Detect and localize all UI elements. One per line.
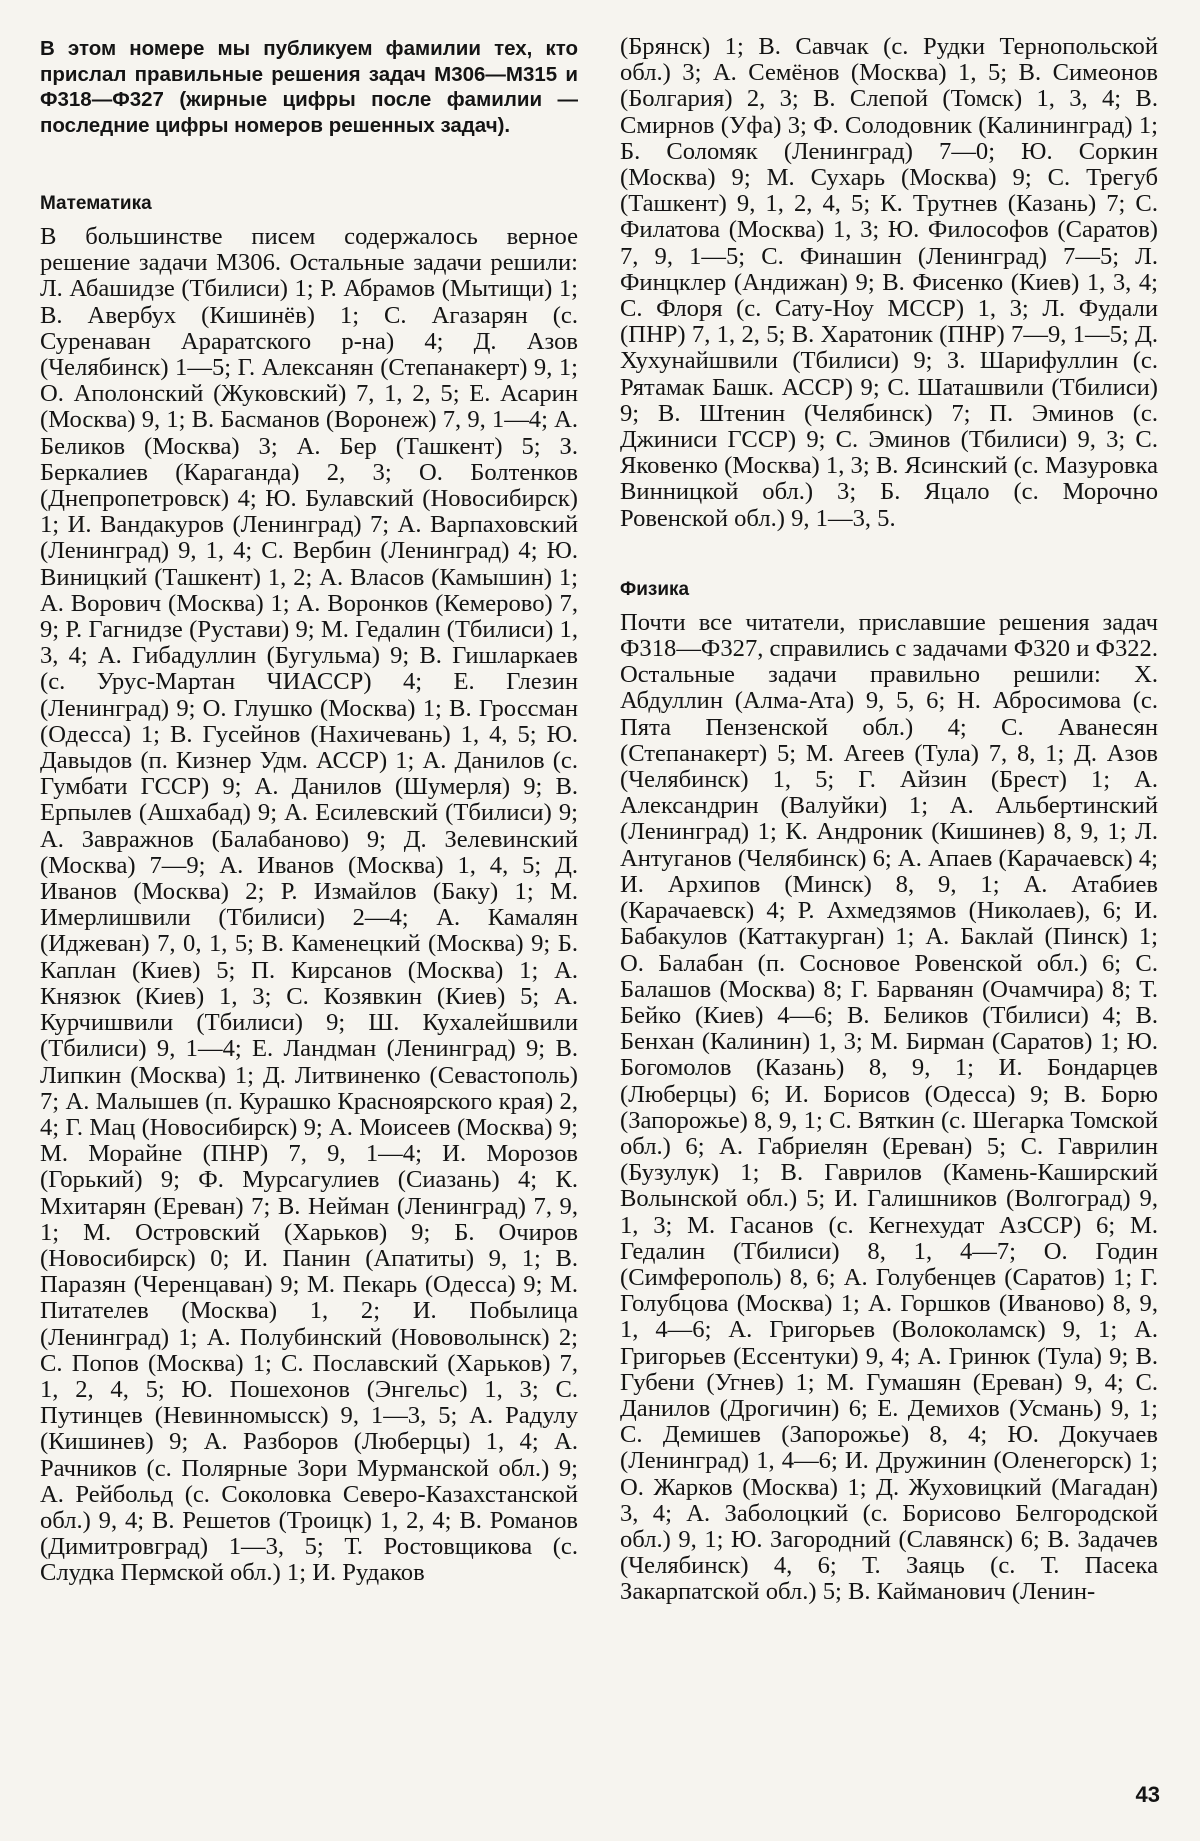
page-number: 43 (1135, 1782, 1160, 1807)
physics-solvers-text: Почти все читатели, приславшие решения задач Ф318—Ф327, справились с задачами Ф320 и Ф322. Остальные задачи правильно решили: Х. Абдуллин (Алма-Ата) 9, 5, 6; Н. Абросимова (с. Пята Пензенской обл.) 4; С. Аванесян (Степанакерт) 5; М. Агеев (Тула) 7, 8, 1; Д. Азов (Челябинск) 1, 5; Г. Айзин (Брест) 1; А. Александрин (Валуйки) 1; А. Альбертинский (Ленинград) 1; К. Андроник (Кишинев) 8, 9, 1; Л. Антуганов (Челябинск) 6; А. Апаев (Карачаевск) 4; И. Архипов (Минск) 8, 9, 1; А. Атабиев (Карачаевск) 4; Р. Ахмедзямов (Николаев), 6; И. Бабакулов (Каттакурган) 1; А. Баклай (Пинск) 1; О. Балабан (п. Сосновое Ровенской обл.) 6; С. Балашов (Москва) 8; Г. Барванян (Очамчира) 8; Т. Бейко (Киев) 4—6; В. Беликов (Тбилиси) 4; В. Бенхан (Калинин) 1, 3; М. Бирман (Саратов) 1; Ю. Богомолов (Казань) 8, 9, 1; И. Бондарцев (Люберцы) 6; И. Борисов (Одесса) 9; В. Борю (Запорожье) 8, 9, 1; С. Вяткин (с. Шегарка Томской обл.) 6; А. Габриелян (Ереван) 5; С. Гаврилин (Бузулук) 1; В. Гаврилов (Камень-Каширский Волынской обл.) 5; И. Галишников (Волгоград) 9, 1, 3; М. Гасанов (с. Кегнехудат АзССР) 6; М. Гедалин (Тбилиси) 8, 1, 4—7; О. Годин (Симферополь) 8, 6; А. Голубенцев (Саратов) 1; Г. Голубцова (Москва) 1; А. Горшков (Иваново) 8, 9, 1, 4—6; А. Григорьев (Волоколамск) 9, 1; А. Григорьев (Ессентуки) 9, 4; А. Гринюк (Тула) 9; В. Губени (Угнев) 1; М. Гумашян (Ереван) 9, 4; С. Данилов (Дрогичин) 6; Е. Демихов (Усмань) 9, 1; С. Демишев (Запорожье) 8, 4; Ю. Докучаев (Ленинград) 1, 4—6; И. Дружинин (Оленегорск) 1; О. Жарков (Москва) 1; Д. Жуховицкий (Магадан) 3, 4; А. Заболоцкий (с. Борисово Белгородской обл.) 9, 1; Ю. Загородний (Славянск) 6; В. Задачев (Челябинск) 4, 6; Т. Заяць (с. Т. Пасека Закарпатской обл.) 5; В. Кайманович (Ленин- (620, 608, 1158, 1606)
math-solvers-part-2: (Брянск) 1; В. Савчак (с. Рудки Тернопольской обл.) 3; А. Семёнов (Москва) 1, 5; В. Симеонов (Болгария) 2, 3; В. Слепой (Томск) 1, 3, 4; В. Смирнов (Уфа) 3; Ф. Солодовник (Калининград) 1; Б. Соломяк (Ленинград) 7—0; Ю. Соркин (Москва) 9; М. Сухарь (Москва) 9; С. Трегуб (Ташкент) 9, 1, 2, 4, 5; К. Трутнев (Казань) 7; С. Филатова (Москва) 1, 3; Ю. Философов (Саратов) 7, 9, 1—5; С. Финашин (Ленинград) 7—5; Л. Финцклер (Андижан) 9; В. Фисенко (Киев) 1, 3, 4; С. Флоря (с. Сату-Ноу МССР) 1, 3; Л. Фудали (ПНР) 7, 1, 2, 5; В. Харатоник (ПНР) 7—9, 1—5; Д. Хухунайшвили (Тбилиси) 9; З. Шарифуллин (с. Рятамак Башк. АССР) 9; С. Шаташвили (Тбилиси) 9; В. Штенин (Челябинск) 7; П. Эминов (с. Джиниси ГССР) 9; С. Эминов (Тбилиси) 9, 3; С. Яковенко (Москва) 1, 3; В. Ясинский (с. Мазуровка Винницкой обл.) 3; Б. Яцало (с. Морочно Ровенской обл.) 9, 1—3, 5. (620, 33, 1158, 532)
right-column (620, 34, 1158, 1606)
physics-heading: Физика (620, 578, 690, 600)
intro-text: В этом номере мы публикуем фамилии тех, кто прислал правильные решения задач М306—М315 и Ф318—Ф327 (жирные цифры после фамилии — последние цифры номеров решенных задач). (40, 37, 578, 137)
left-column (40, 36, 578, 1587)
math-solvers-part-1: В большинстве писем содержалось верное решение задачи М306. Остальные задачи решили: Л. Абашидзе (Тбилиси) 1; Р. Абрамов (Мытищи) 1; В. Авербух (Кишинёв) 1; С. Агазарян (с. Суренаван Араратского р-на) 4; Д. Азов (Челябинск) 1—5; Г. Алексанян (Степанакерт) 9, 1; О. Аполонский (Жуковский) 7, 1, 2, 5; Е. Асарин (Москва) 9, 1; В. Басманов (Воронеж) 7, 9, 1—4; А. Беликов (Москва) 3; А. Бер (Ташкент) 5; З. Беркалиев (Караганда) 2, 3; О. Болтенков (Днепропетровск) 4; Ю. Булавский (Новосибирск) 1; И. Вандакуров (Ленинград) 7; А. Варпаховский (Ленинград) 9, 1, 4; С. Вербин (Ленинград) 4; Ю. Виницкий (Ташкент) 1, 2; А. Власов (Камышин) 1; А. Ворович (Москва) 1; А. Воронков (Кемерово) 7, 9; Р. Гагнидзе (Рустави) 9; М. Гедалин (Тбилиси) 1, 3, 4; А. Гибадуллин (Бугульма) 9; В. Гишларкаев (с. Урус-Мартан ЧИАССР) 4; Е. Глезин (Ленинград) 9; О. Глушко (Москва) 1; В. Гроссман (Одесса) 1; В. Гусейнов (Нахичевань) 1, 4, 5; Ю. Давыдов (п. Кизнер Удм. АССР) 1; А. Данилов (с. Гумбати ГССР) 9; А. Данилов (Шумерля) 9; В. Ерпылев (Ашхабад) 9; А. Есилевский (Тбилиси) 9; А. Завражнов (Балабаново) 9; Д. Зелевинский (Москва) 7—9; А. Иванов (Москва) 1, 4, 5; Д. Иванов (Москва) 2; Р. Измайлов (Баку) 1; М. Имерлишвили (Тбилиси) 2—4; А. Камалян (Иджеван) 7, 0, 1, 5; В. Каменецкий (Москва) 9; Б. Каплан (Киев) 5; П. Кирсанов (Москва) 1; А. Князюк (Киев) 1, 3; С. Козявкин (Киев) 5; А. Курчишвили (Тбилиси) 9; Ш. Кухалейшвили (Тбилиси) 9, 1—4; Е. Ландман (Ленинград) 9; В. Липкин (Москва) 1; Д. Литвиненко (Севастополь) 7; А. Малышев (п. Курашко Красноярского края) 2, 4; Г. Мац (Новосибирск) 9; А. Моисеев (Москва) 9; М. Морайне (ПНР) 7, 9, 1—4; И. Морозов (Горький) 9; Ф. Мурсагулиев (Сиазань) 4; К. Мхитарян (Ереван) 7; В. Нейман (Ленинград) 7, 9, 1; М. Островский (Харьков) 9; Б. Очиров (Новосибирск) 0; И. Панин (Апатиты) 9, 1; В. Паразян (Черенцаван) 9; М. Пекарь (Одесса) 9; М. Питателев (Москва) 1, 2; И. Побылица (Ленинград) 1; А. Полубинский (Нововолынск) 2; С. Попов (Москва) 1; С. Пославский (Харьков) 7, 1, 2, 4, 5; Ю. Пошехонов (Энгельс) 1, 3; С. Путинцев (Невинномысск) 9, 1—3, 5; А. Радулу (Кишинев) 9; А. Разборов (Люберцы) 1, 4; А. Рачников (с. Полярные Зори Мурманской обл.) 9; А. Рейбольд (с. Соколовка Северо-Казахстанской обл.) 9, 4; В. Решетов (Троицк) 1, 2, 4; В. Романов (Димитровград) 1—3, 5; Т. Ростовщикова (с. Слудка Пермской обл.) 1; И. Рудаков (40, 223, 578, 1587)
math-heading: Математика (40, 193, 152, 214)
